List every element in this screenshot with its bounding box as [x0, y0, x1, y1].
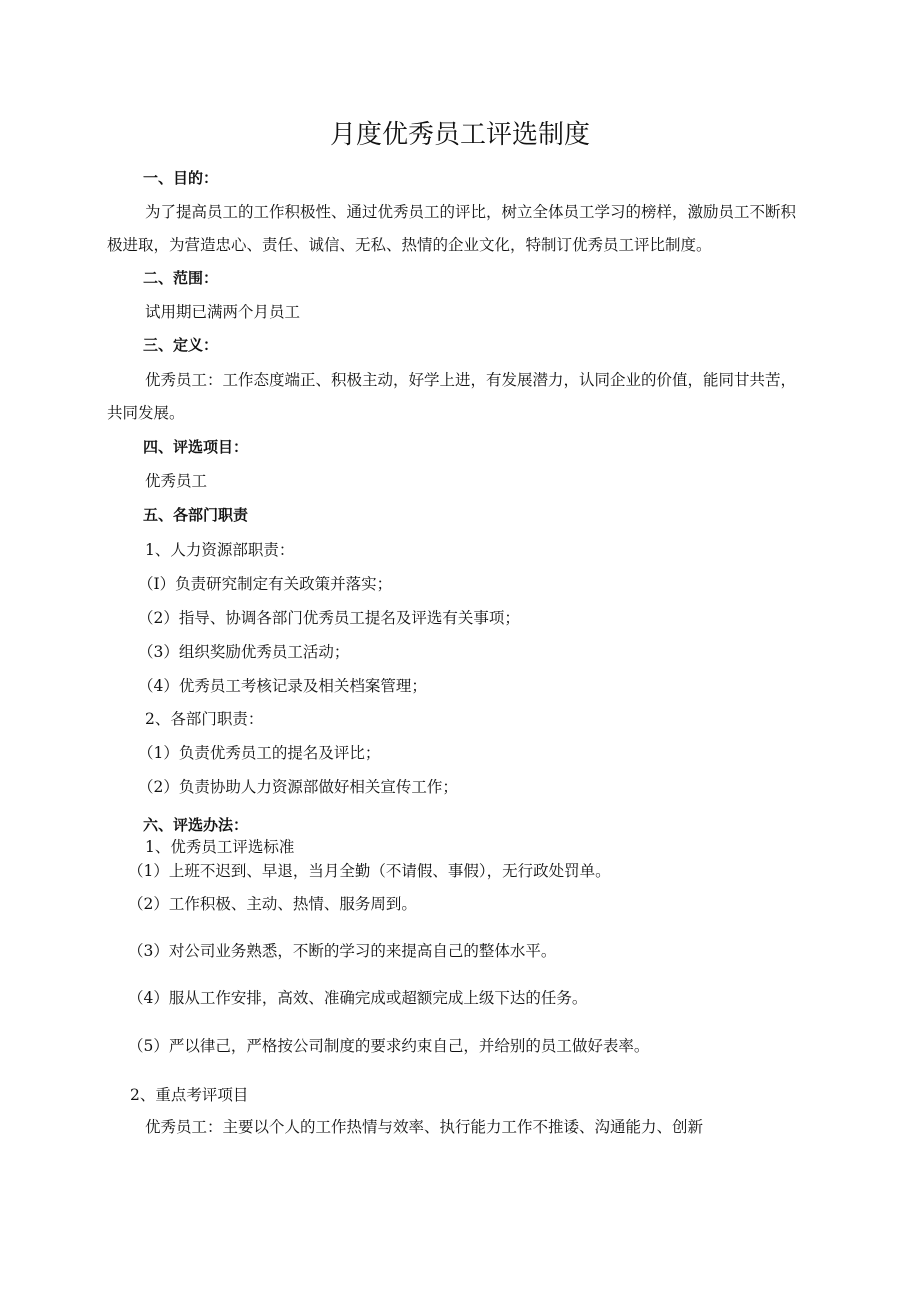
standard-item: （2）工作积极、主动、热情、服务周到。 — [128, 895, 417, 913]
standard-item: （4）服从工作安排，高效、准确完成或超额完成上级下达的任务。 — [128, 989, 588, 1007]
dept-duties-title: 2、各部门职责： — [145, 710, 264, 728]
standard-item: （1）上班不迟到、早退，当月全勤（不请假、事假），无行政处罚单。 — [128, 862, 611, 880]
hr-duty-item: （2）指导、协调各部门优秀员工提名及评选有关事项； — [138, 609, 520, 627]
hr-duty-item: （I）负责研究制定有关政策并落实； — [138, 575, 393, 593]
standard-item: （3）对公司业务熟悉，不断的学习的来提高自己的整体水平。 — [128, 942, 557, 960]
scope-text: 试用期已满两个月员工 — [145, 303, 301, 321]
section-definition-heading: 三、定义： — [143, 336, 219, 354]
standards-title: 1、优秀员工评选标准 — [145, 838, 295, 856]
key-evaluation-title: 2、重点考评项目 — [130, 1086, 249, 1104]
dept-duty-item: （2）负责协助人力资源部做好相关宣传工作； — [138, 778, 458, 796]
definition-text-line-1: 优秀员工：工作态度端正、积极主动，好学上进，有发展潜力，认同企业的价值，能同甘共苦， — [145, 371, 797, 389]
standard-item: （5）严以律己，严格按公司制度的要求约束自己，并给别的员工做好表率。 — [128, 1037, 650, 1055]
section-selection-items-heading: 四、评选项目： — [143, 438, 249, 456]
definition-text-line-2: 共同发展。 — [107, 404, 185, 422]
purpose-text-line-2: 极进取，为营造忠心、责任、诚信、无私、热情的企业文化，特制订优秀员工评比制度。 — [107, 236, 712, 254]
hr-duty-item: （4）优秀员工考核记录及相关档案管理； — [138, 677, 427, 695]
dept-duty-item: （1）负责优秀员工的提名及评比； — [138, 744, 381, 762]
hr-duty-item: （3）组织奖励优秀员工活动； — [138, 643, 350, 661]
hr-duties-title: 1、人力资源部职责： — [145, 541, 295, 559]
document-title: 月度优秀员工评选制度 — [329, 120, 590, 150]
key-evaluation-text: 优秀员工：主要以个人的工作热情与效率、执行能力工作不推诿、沟通能力、创新 — [145, 1118, 704, 1136]
section-scope-heading: 二、范围： — [143, 269, 219, 287]
section-method-heading: 六、评选办法： — [143, 816, 249, 834]
selection-items-text: 优秀员工 — [145, 472, 208, 490]
section-purpose-heading: 一、目的： — [143, 169, 219, 187]
purpose-text-line-1: 为了提高员工的工作积极性、通过优秀员工的评比，树立全体员工学习的榜样，激励员工不断积 — [145, 203, 797, 221]
section-duties-heading: 五、各部门职责 — [143, 506, 249, 524]
